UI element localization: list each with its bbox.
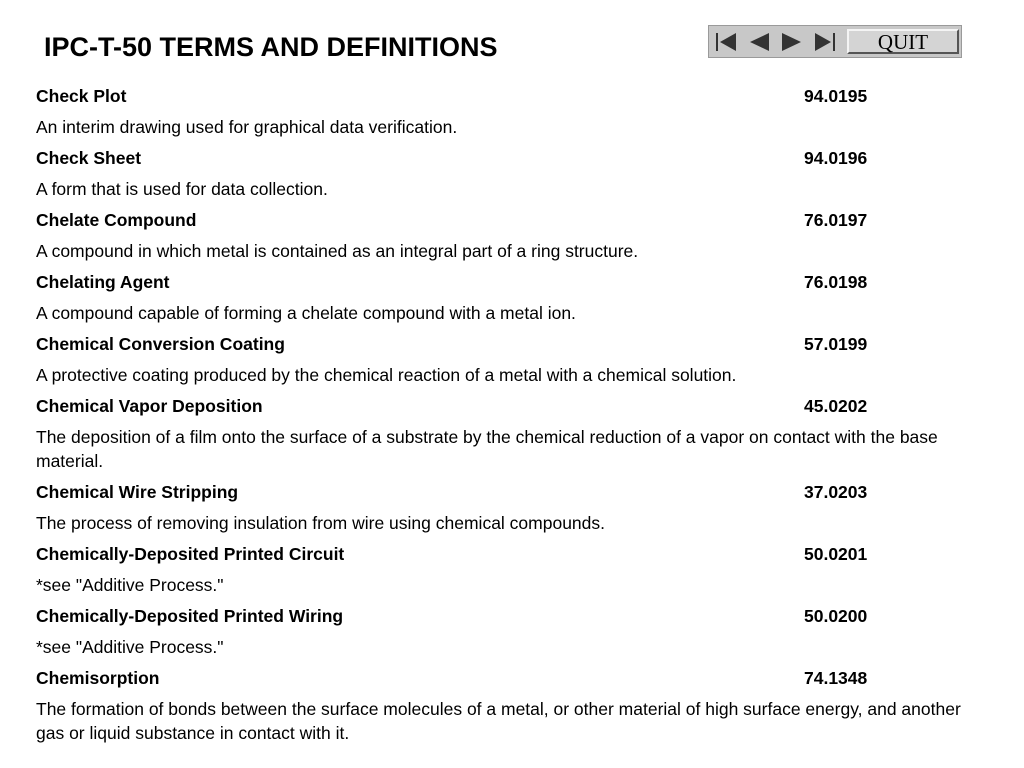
navigation-toolbar — [708, 25, 962, 58]
glossary-entry — [36, 205, 986, 267]
entry-term: Chelate Compound — [36, 210, 197, 230]
entry-term-row — [36, 539, 986, 570]
entry-definition: A form that is used for data collection. — [36, 179, 328, 199]
next-page-button[interactable] — [775, 26, 808, 57]
entry-code: 76.0198 — [804, 272, 868, 292]
entry-term: Chemical Vapor Deposition — [36, 396, 263, 416]
entry-definition: The deposition of a film onto the surface of a substrate by the chemical reduction of a vapor on contact with the base material. — [36, 427, 938, 471]
entry-term: Chelating Agent — [36, 272, 170, 292]
entry-term-row — [36, 477, 986, 508]
entry-code: 50.0200 — [804, 606, 868, 626]
entry-definition: *see "Additive Process." — [36, 637, 224, 657]
entry-code: 94.0196 — [804, 148, 868, 168]
entry-code: 57.0199 — [804, 334, 868, 354]
entry-term: Check Sheet — [36, 148, 142, 168]
entry-definition: A compound in which metal is contained as an integral part of a ring structure. — [36, 241, 639, 261]
entry-term: Chemically-Deposited Printed Circuit — [36, 544, 345, 564]
glossary-entry — [36, 391, 986, 477]
entry-code: 74.1348 — [804, 668, 868, 688]
entry-definition: *see "Additive Process." — [36, 575, 224, 595]
previous-page-button[interactable] — [742, 26, 775, 57]
entry-definition: An interim drawing used for graphical data verification. — [36, 117, 458, 137]
entry-code: 76.0197 — [804, 210, 868, 230]
first-page-button[interactable] — [709, 26, 742, 57]
glossary-entry — [36, 267, 986, 329]
glossary-entry — [36, 539, 986, 601]
entry-term: Chemisorption — [36, 668, 160, 688]
entry-code: 45.0202 — [804, 396, 868, 416]
first-page-icon — [713, 32, 739, 52]
entry-term-row — [36, 143, 986, 174]
glossary-entry — [36, 81, 986, 143]
glossary-entry — [36, 143, 986, 205]
entry-term-row — [36, 267, 986, 298]
last-page-icon — [812, 32, 838, 52]
entry-definition: A protective coating produced by the chemical reaction of a metal with a chemical solution. — [36, 365, 737, 385]
entry-definition: A compound capable of forming a chelate compound with a metal ion. — [36, 303, 576, 323]
entry-term-row — [36, 329, 986, 360]
entry-term: Chemically-Deposited Printed Wiring — [36, 606, 344, 626]
last-page-button[interactable] — [808, 26, 841, 57]
glossary-entry — [36, 477, 986, 539]
entry-code: 37.0203 — [804, 482, 868, 502]
entry-code: 94.0195 — [804, 86, 868, 106]
glossary-entry — [36, 663, 986, 749]
entry-term-row — [36, 205, 986, 236]
entry-code: 50.0201 — [804, 544, 868, 564]
page-title: IPC-T-50 TERMS AND DEFINITIONS — [44, 32, 498, 62]
entry-term: Chemical Conversion Coating — [36, 334, 285, 354]
entry-term-row — [36, 663, 986, 694]
entry-definition: The process of removing insulation from wire using chemical compounds. — [36, 513, 606, 533]
entry-term-row — [36, 391, 986, 422]
quit-button[interactable]: QUIT — [847, 29, 959, 54]
previous-page-icon — [746, 32, 772, 52]
next-page-icon — [779, 32, 805, 52]
glossary-entry — [36, 329, 986, 391]
entry-term-row — [36, 81, 986, 112]
entry-term: Chemical Wire Stripping — [36, 482, 239, 502]
glossary-entry — [36, 601, 986, 663]
glossary-entries — [36, 81, 986, 749]
entry-term: Check Plot — [36, 86, 127, 106]
entry-definition: The formation of bonds between the surface molecules of a metal, or other material of high surface energy, and another gas or liquid substance in contact with it. — [36, 699, 961, 743]
entry-term-row — [36, 601, 986, 632]
